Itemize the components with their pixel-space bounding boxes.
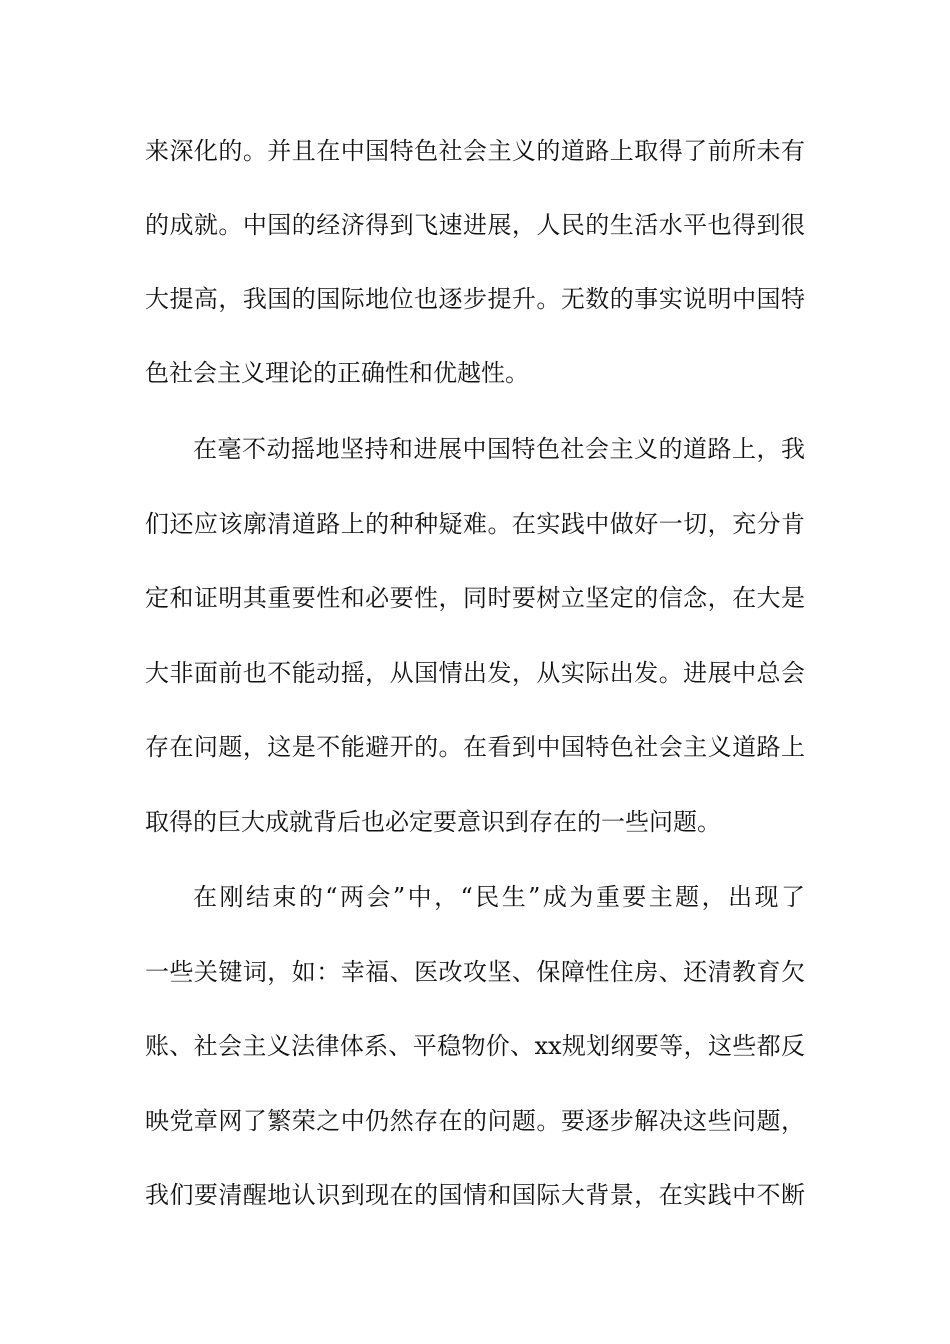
paragraph-2-line-3: 定和证明其重要性和必要性，同时要树立坚定的信念，在大是 <box>145 584 805 612</box>
paragraph-3-line-4: 映党章网了繁荣之中仍然存在的问题。要逐步解决这些问题， <box>145 1107 805 1135</box>
paragraph-2-line-4: 大非面前也不能动摇，从国情出发，从实际出发。进展中总会 <box>145 659 805 687</box>
paragraph-2-line-6: 取得的巨大成就背后也必定要意识到存在的一些问题。 <box>145 808 721 836</box>
paragraph-3-line-5: 我们要清醒地认识到现在的国情和国际大背景，在实践中不断 <box>145 1181 805 1209</box>
paragraph-2-line-5: 存在问题，这是不能避开的。在看到中国特色社会主义道路上 <box>145 733 805 761</box>
paragraph-2-line-2: 们还应该廓清道路上的种种疑难。在实践中做好一切，充分肯 <box>145 510 805 538</box>
paragraph-1-line-4: 色社会主义理论的正确性和优越性。 <box>145 359 529 387</box>
paragraph-1-line-3: 大提高，我国的国际地位也逐步提升。无数的事实说明中国特 <box>145 285 805 313</box>
paragraph-3-line-3: 账、社会主义法律体系、平稳物价、xx规划纲要等，这些都反 <box>145 1032 805 1060</box>
paragraph-3-line-1: 在刚结束的“两会”中，“民生”成为重要主题，出现了 <box>193 883 805 911</box>
paragraph-1-line-1: 来深化的。并且在中国特色社会主义的道路上取得了前所未有 <box>145 137 805 165</box>
paragraph-2-line-1: 在毫不动摇地坚持和进展中国特色社会主义的道路上，我 <box>193 435 805 463</box>
paragraph-3-line-2: 一些关键词，如：幸福、医改攻坚、保障性住房、还清教育欠 <box>145 958 805 986</box>
paragraph-1-line-2: 的成就。中国的经济得到飞速进展，人民的生活水平也得到很 <box>145 211 805 239</box>
